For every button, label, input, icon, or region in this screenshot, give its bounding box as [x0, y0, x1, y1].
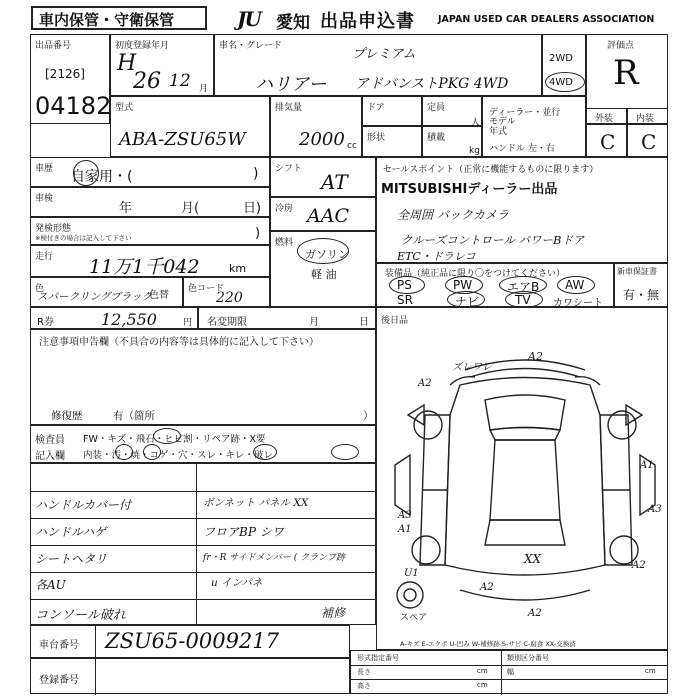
shape-label: 形状 [367, 133, 386, 143]
color-box [30, 277, 183, 307]
history-box [30, 157, 270, 187]
bottom-right-box [350, 650, 668, 694]
color-code-box [183, 277, 270, 307]
displacement-value: 2000 [299, 129, 345, 150]
inspection-year: 年 [119, 201, 133, 216]
shift-label: シフト [275, 164, 303, 174]
remark-right-2: フロアBP シワ [203, 525, 284, 539]
remark-left-3: シートヘタリ [35, 552, 108, 566]
rating-label: 評価点 [607, 41, 635, 51]
circle-tv [505, 291, 543, 308]
mileage-value: 11万1千042 [89, 256, 200, 278]
diagram-mark-a2-right: A2 [632, 560, 646, 571]
remarks-rule [31, 545, 375, 546]
diagram-mark-a2-bottom: A2 [528, 608, 542, 619]
chassis-value: ZSU65-0009217 [105, 629, 280, 653]
form-title: 出品申込書 [320, 11, 415, 32]
diagram-mark-u1: U1 [404, 568, 419, 579]
header [0, 0, 700, 36]
diagram-spare-label: スペア [400, 613, 428, 623]
br-e-label: 高さ [357, 682, 371, 690]
reg-label: 初度登録年月 [115, 41, 170, 51]
meihen-box [198, 307, 376, 329]
circle-scuff [253, 444, 277, 460]
selling-line1: 全周囲 バックカメラ [397, 208, 509, 222]
shift-box [270, 157, 376, 197]
fuel-box [270, 231, 376, 307]
door-label: ドア [367, 103, 385, 113]
br-unit-2: cm [645, 667, 656, 675]
inspection-month: 月( [181, 201, 200, 216]
shape-box [362, 126, 422, 157]
fuel-diesel: 軽 油 [311, 268, 337, 281]
reg-box [110, 34, 214, 96]
shift-value: AT [321, 170, 348, 194]
history-label: 車歴 [35, 164, 54, 174]
mileage-unit: km [229, 262, 247, 275]
history-value: 自家用・( [71, 169, 133, 185]
equip-aw: AW [565, 278, 585, 292]
repair-label: 修復歴 [51, 410, 83, 422]
capacity-label: 定員 [427, 103, 446, 113]
cert-box [30, 217, 270, 245]
remarks-rule [31, 491, 375, 492]
selling-label: セールスポイント（正常に機能するものに限ります） [383, 165, 599, 175]
drive-2wd: 2WD [549, 53, 573, 64]
inspection-label: 車検 [35, 194, 54, 204]
mileage-label: 走行 [35, 252, 54, 262]
storage-stamp-text: 車内保管・守衛保管 [39, 11, 175, 29]
equip-tv: TV [515, 293, 531, 307]
equip-pw: PW [453, 278, 473, 292]
cert-close: ) [255, 226, 261, 241]
remarks-box [30, 463, 376, 625]
br-c-label: 長さ [357, 668, 371, 676]
br-divider [501, 651, 502, 695]
chassis-divider [95, 626, 96, 659]
diagram-mark-xx: XX [524, 552, 542, 566]
equipment-box [376, 263, 614, 307]
diagram-mark-crack: ズレワレ [452, 362, 492, 373]
displacement-box [270, 96, 362, 157]
reg-month: 12 [169, 71, 191, 91]
diagram-mark-a3-left: A3 [398, 510, 412, 521]
model-label: 車名・グレード [219, 41, 283, 51]
inspector-label2: 記入欄 [35, 451, 65, 462]
reg-era: H [117, 51, 137, 76]
inspection-day: 日) [243, 201, 262, 216]
org-english: JAPAN USED CAR DEALERS ASSOCIATION [438, 14, 655, 25]
notes-label: 注意事項申告欄（不具合の内容等は具体的に記入して下さい） [39, 337, 319, 348]
chassis-box [30, 625, 350, 658]
repair-value: 有（箇所 [113, 410, 155, 422]
car-diagram [390, 345, 660, 645]
diagram-mark-a2-left: A2 [418, 378, 432, 389]
ryoken-value: 12,550 [101, 310, 157, 329]
lot-bracket: [2126] [45, 67, 85, 81]
handle-label: ハンドル 左・右 [489, 144, 555, 154]
circle-dirt [115, 444, 133, 460]
fuel-label: 燃料 [275, 238, 294, 248]
warranty-label: 新車保証書 [617, 267, 657, 276]
equip-ps: PS [397, 278, 412, 292]
br-a-label: 形式指定番号 [357, 654, 399, 662]
drive-box [542, 34, 586, 96]
cert-note: ※検付きの場合は記入して下さい [35, 234, 132, 242]
lot-label: 出品番号 [35, 41, 72, 51]
meihen-label: 名変期限 [207, 317, 247, 328]
remark-right-6: 補修 [321, 606, 346, 620]
mileage-box [30, 245, 270, 277]
capacity-unit: 人 [471, 118, 481, 128]
int-value-box [627, 124, 668, 157]
model-grade-top: プレミアム [352, 47, 416, 62]
remark-right-4: u インパネ [211, 577, 263, 589]
int-value: C [641, 130, 657, 154]
repair-close: ） [363, 410, 374, 422]
meihen-month: 月 [309, 317, 319, 328]
history-circle [73, 160, 99, 186]
equip-airbag: エアB [507, 280, 540, 294]
color-label2: 色替 [149, 290, 169, 301]
color-label: 色 [35, 284, 45, 294]
br-unit-3: cm [477, 681, 488, 689]
color-code-label: 色コード [188, 284, 225, 294]
ryoken-box [30, 307, 198, 329]
remarks-rule [31, 518, 375, 519]
remark-left-1: ハンドルカバー付 [35, 498, 132, 512]
warranty-box [614, 263, 668, 307]
circle-ps [389, 276, 425, 294]
int-label-box [627, 108, 668, 124]
chassis-label: 車台番号 [39, 640, 79, 651]
inspector-label1: 検査員 [35, 435, 65, 446]
drive-4wd-circle [545, 72, 585, 92]
ext-value: C [600, 130, 616, 154]
warranty-value: 有・無 [623, 288, 660, 302]
dealer-label: ディーラー・並行 [489, 108, 561, 118]
int-label: 内装 [636, 114, 655, 124]
ext-value-box [586, 124, 627, 157]
equip-sr: SR [397, 293, 413, 307]
circle-burn [143, 444, 161, 460]
diagram-legend: A-キズ E-エクボ U-凹み W-補修跡 S-サビ C-腐食 XX-交換済 [400, 640, 576, 648]
inspector-box [30, 425, 376, 463]
ryoken-label: R券 [37, 317, 54, 328]
ryoken-unit: 円 [183, 318, 193, 328]
circle-navi [447, 291, 485, 308]
door-box [362, 96, 422, 126]
ac-value: AAC [307, 205, 349, 227]
color-code-value: 220 [216, 290, 243, 306]
storage-stamp [31, 6, 207, 30]
load-label: 積載 [427, 133, 446, 143]
rating-value: R [613, 53, 639, 93]
type-label: 型式 [115, 103, 134, 113]
model-name: ハリアー [255, 74, 327, 95]
diagram-mark-a2-top: A2 [528, 350, 543, 363]
drive-4wd: 4WD [549, 77, 573, 88]
regno-box [30, 658, 350, 694]
displacement-label: 排気量 [275, 103, 303, 113]
ju-logo-text: JU [237, 7, 260, 31]
ju-logo [237, 7, 275, 29]
type-box [110, 96, 270, 157]
ac-box [270, 197, 376, 231]
ext-label-box [586, 108, 627, 124]
diagram-mark-a2-rear: A2 [480, 582, 494, 593]
ext-label: 外装 [595, 114, 614, 124]
inspector-row1: FW・キズ・飛石・ヒビ割・リペア跡・X要 [83, 434, 266, 445]
circle-aw [557, 276, 595, 294]
selling-line3: ETC・ドラレコ [397, 250, 476, 263]
org-name: 愛知 [276, 13, 310, 33]
model-grade: アドバンストPKG 4WD [355, 76, 509, 92]
diagram-mark-a1-left: A1 [398, 524, 412, 535]
remark-left-5: 各AU [35, 578, 66, 592]
remark-left-6: コンソール破れ [35, 608, 126, 623]
color-value: スパークリングブラック [37, 291, 153, 303]
br-rule [351, 665, 667, 666]
br-b-label: 類別区分番号 [507, 654, 549, 662]
diagram-mark-a1-right: A1 [640, 460, 654, 471]
remark-right-3: fr・R サイドメンバー ( クランプ跡 [203, 553, 346, 563]
history-close: ) [253, 166, 259, 182]
inspector-row2: 内装・汚・焼・コゲ・穴・スレ・キレ・破レ [83, 450, 273, 461]
remarks-rule [31, 599, 375, 600]
capacity-box [422, 96, 482, 126]
fuel-gasoline: ガソリン [305, 248, 349, 261]
lot-box [30, 34, 110, 124]
dealer-box [482, 96, 586, 157]
selling-line2: クルーズコントロール パワーBドア [401, 233, 585, 247]
load-unit: kg [469, 146, 480, 156]
equipment-label: 装備品（純正品に限り〇をつけてください） [385, 269, 566, 279]
br-unit-1: cm [477, 667, 488, 675]
equip-leather: カワシート [553, 298, 603, 309]
br-d-label: 幅 [507, 668, 514, 676]
cert-label: 発検形態 [35, 224, 72, 234]
ac-label: 冷房 [275, 204, 294, 214]
circle-tear [331, 444, 359, 460]
reg-month-unit: 月 [199, 84, 209, 94]
displacement-unit: cc [347, 141, 357, 151]
model-year-label: モデル年式 [489, 117, 516, 137]
model-box [214, 34, 542, 96]
lot-number: 04182 [35, 92, 112, 120]
selling-dealer: MITSUBISHIディーラー出品 [381, 182, 558, 197]
remark-left-2: ハンドルハゲ [35, 525, 107, 539]
regno-label: 登録番号 [39, 675, 79, 686]
remarks-rule [31, 572, 375, 573]
equip-navi: ナビ [455, 295, 480, 309]
inspection-box [30, 187, 270, 217]
br-rule [351, 679, 667, 680]
selling-box [376, 157, 668, 263]
reg-year: 26 [133, 69, 161, 94]
diagram-mark-a3-right: A3 [648, 504, 662, 515]
meihen-day: 日 [359, 317, 369, 328]
regno-divider [95, 659, 96, 695]
load-box [422, 126, 482, 157]
notes-box [30, 329, 376, 425]
remark-right-1: ボンネット パネル XX [203, 497, 309, 509]
fuel-circle [297, 238, 349, 264]
after-label: 後日品 [381, 316, 409, 326]
type-value: ABA-ZSU65W [119, 129, 246, 150]
circle-flying-stone [153, 428, 181, 444]
